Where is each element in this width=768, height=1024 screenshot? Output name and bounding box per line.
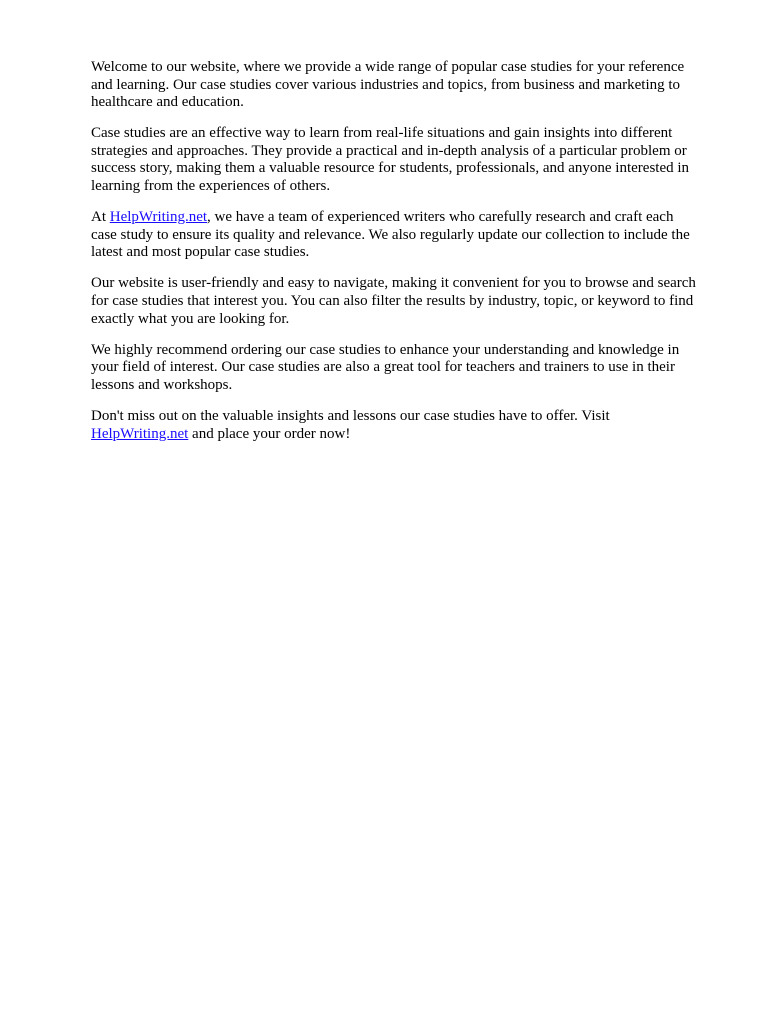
text-line: latest and most popular case studies. [91, 244, 310, 261]
text-line: for case studies that interest you. You can also filter the results by industry, topic, or keyword to find [91, 293, 694, 310]
text-fragment: , we have a team of experienced writers who carefully research and craft each [207, 209, 674, 226]
paragraph-case-studies-benefits [91, 125, 723, 195]
document-page [91, 59, 723, 457]
text-line: exactly what you are looking for. [91, 310, 290, 327]
text-line: Don't miss out on the valuable insights and lessons our case studies have to offer. Visit [91, 408, 610, 424]
text-line: lessons and workshops. [91, 376, 233, 393]
helpwriting-link[interactable]: HelpWriting.net [109, 209, 208, 226]
paragraph-call-to-action [91, 408, 723, 443]
text-line: Our website is user-friendly and easy to navigate, making it convenient for you to browse and search [91, 275, 696, 292]
text-line: learning from the experiences of others. [91, 178, 331, 195]
text-fragment: At [91, 209, 110, 226]
text-line: your field of interest. Our case studies are also a great tool for teachers and trainers to use in their [91, 359, 675, 376]
text-line: healthcare and education. [91, 94, 244, 111]
paragraph-welcome [91, 59, 723, 112]
paragraph-writers-team [91, 209, 723, 262]
text-line: success story, making them a valuable resource for students, professionals, and anyone interested in [91, 160, 690, 177]
text-line [91, 426, 723, 444]
text-line: strategies and approaches. They provide a practical and in-depth analysis of a particular problem or [91, 142, 687, 159]
text-line: We highly recommend ordering our case studies to enhance your understanding and knowledge in [91, 341, 680, 358]
text-line: and learning. Our case studies cover various industries and topics, from business and marketing to [91, 76, 681, 93]
text-fragment: and place your order now! [188, 425, 351, 442]
helpwriting-link[interactable]: HelpWriting.net [91, 425, 189, 442]
text-line [91, 209, 723, 227]
paragraph-navigation [91, 275, 723, 328]
text-line: Case studies are an effective way to learn from real-life situations and gain insights into different [91, 125, 673, 142]
text-line: case study to ensure its quality and relevance. We also regularly update our collection to include the [91, 226, 690, 243]
paragraph-recommendation [91, 342, 723, 395]
text-line: Welcome to our website, where we provide a wide range of popular case studies for your reference [91, 59, 685, 75]
